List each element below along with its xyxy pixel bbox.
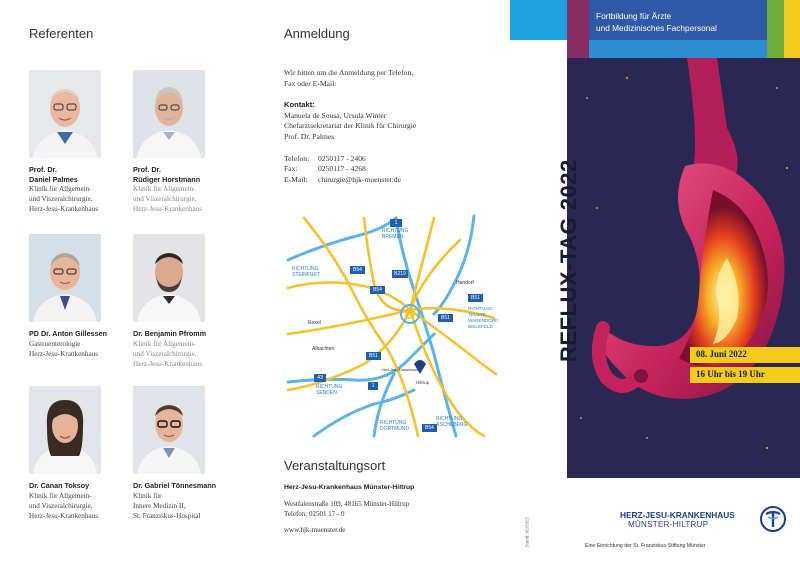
- telefon-value[interactable]: 0250117 - 2406: [318, 153, 366, 163]
- map-label-senden: RICHTUNG SENDEN: [316, 384, 343, 396]
- venue-phone: Telefon: 02501 17 - 0: [284, 510, 345, 519]
- venue-name: Herz-Jesu-Krankenhaus Münster-Hiltrup: [284, 484, 415, 491]
- telefon-label: Telefon:: [284, 153, 310, 163]
- road-badge-a43: 43: [314, 374, 326, 382]
- map-label-roxel: Roxel: [308, 320, 321, 326]
- speaker-card: [29, 386, 129, 521]
- kontakt-label: Kontakt:: [284, 100, 315, 110]
- map-label-dortmund: RICHTUNG DORTMUND: [380, 420, 410, 432]
- directions-map: [284, 214, 498, 438]
- speaker-affiliation: Gastroenterologie Herz-Jesu-Krankenhaus: [29, 339, 99, 358]
- speaker-name: Dr. Gabriel Tönnesmann: [133, 481, 217, 490]
- speaker-photo: [133, 386, 205, 474]
- speaker-card: [29, 234, 129, 359]
- veranstaltungsort-title: Veranstaltungsort: [284, 458, 386, 473]
- speaker-name: Prof. Dr. Daniel Palmes: [29, 165, 78, 184]
- email-link[interactable]: chirurgie@hjk-muenster.de: [318, 174, 401, 184]
- logo-line-1: HERZ-JESU-KRANKENHAUS: [620, 510, 735, 520]
- speaker-name: Prof. Dr. Rüdiger Horstmann: [133, 165, 201, 184]
- kontakt-line-3: Prof. Dr. Palmes: [284, 131, 335, 141]
- map-label-steinfurt: RICHTUNG STEINFURT: [292, 266, 320, 278]
- foundation-tagline: Eine Einrichtung der St. Franziskus-Stiftung Münster: [585, 543, 706, 549]
- map-label-albachten: Albachten: [312, 346, 335, 352]
- road-badge-b54: B54: [370, 286, 385, 294]
- anmeldung-title: Anmeldung: [284, 26, 350, 41]
- venue-website-link[interactable]: www.hjk-muenster.de: [284, 525, 346, 534]
- cover-artwork: [567, 58, 800, 478]
- map-label-hospital: Herz-Jesu-Krankenhaus: [382, 368, 419, 372]
- hospital-logo-icon: [760, 506, 786, 532]
- band-yellow: [784, 0, 800, 58]
- speaker-affiliation: Klinik für Allgemein- und Viszeralchirurgie, Herz-Jesu-Krankenhaus: [133, 339, 203, 368]
- speaker-card: [133, 70, 233, 214]
- veranstaltungsort-block: [284, 482, 504, 535]
- email-row: [284, 175, 504, 186]
- map-label-telgte: RICHTUNG TELGTE, WARENDORF, BIELEFELD: [468, 306, 499, 329]
- band-left-strip: [510, 0, 567, 58]
- speaker-card: [133, 234, 233, 369]
- venue-address: Westfalenstraße 109, 48165 Münster-Hiltrup: [284, 499, 410, 508]
- speaker-name: Dr. Canan Toksoy: [29, 481, 90, 490]
- email-label: E-Mail:: [284, 174, 308, 184]
- speaker-card: [133, 386, 233, 521]
- speaker-photo: [29, 70, 101, 158]
- map-label-hiltrup: Hiltrup: [416, 380, 430, 385]
- fax-value: 0250117 - 4268: [318, 164, 366, 174]
- print-stand: Stand: 05/2022: [524, 516, 530, 548]
- telefon-row: [284, 154, 504, 165]
- band-magenta: [567, 0, 589, 58]
- speaker-affiliation: Klinik für Innere Medizin II, St. Franziskus-Hospital: [133, 491, 201, 520]
- road-badge-a1: 1: [390, 219, 402, 227]
- kontakt-line-2: Chefarztsekretariat der Klinik für Chirurgie: [284, 121, 417, 131]
- speaker-photo: [29, 234, 101, 322]
- road-badge-b219: B219: [392, 270, 408, 278]
- referenten-title: Referenten: [29, 26, 94, 41]
- referenten-panel: [0, 0, 262, 565]
- event-time: 16 Uhr bis 19 Uhr: [690, 367, 800, 383]
- event-date: 08. Juni 2022: [690, 347, 800, 363]
- logo-line-2: MÜNSTER-HILTRUP: [628, 520, 709, 529]
- speaker-photo: [133, 234, 205, 322]
- speaker-card: [29, 70, 129, 214]
- event-title: REFLUX-TAG 2022: [556, 159, 581, 362]
- map-label-bremen: RICHTUNG BREMEN: [382, 228, 409, 240]
- band-lightblue: [589, 40, 767, 58]
- road-badge-b54: B54: [350, 266, 365, 274]
- speaker-name: Dr. Benjamin Pfromm: [133, 329, 207, 338]
- speaker-name: PD Dr. Anton Gillessen: [29, 329, 108, 338]
- band-line-1: Fortbildung für Ärzte: [596, 11, 672, 21]
- speaker-photo: [29, 386, 101, 474]
- speaker-affiliation: Klinik für Allgemein- und Viszeralchirurgie, Herz-Jesu-Krankenhaus: [29, 185, 99, 213]
- anmeldung-intro-1: Wir bitten um die Anmeldung per Telefon,: [284, 68, 414, 77]
- speaker-affiliation: Klinik für Allgemein- und Viszeralchirurgie, Herz-Jesu-Krankenhaus: [133, 185, 203, 213]
- road-badge-b51: B51: [468, 294, 483, 302]
- road-badge-b54: B54: [422, 424, 437, 432]
- speaker-affiliation: Klinik für Allgemein- und Viszeralchirurgie, Herz-Jesu-Krankenhaus: [29, 491, 99, 520]
- anmeldung-block: [284, 68, 504, 185]
- road-badge-b51: B51: [366, 352, 381, 360]
- anmeldung-intro-2: Fax oder E-Mail:: [284, 78, 337, 88]
- map-label-handorf: Handorf: [456, 280, 474, 286]
- road-badge-b51: B51: [438, 314, 453, 322]
- band-green: [767, 0, 784, 58]
- fax-row: [284, 164, 504, 175]
- band-line-2: und Medizinisches Fachpersonal: [596, 23, 717, 33]
- kontakt-line-1: Manuela de Sousa, Ursula Winter: [284, 110, 387, 120]
- speaker-photo: [133, 70, 205, 158]
- road-badge-a1: 1: [368, 382, 378, 390]
- map-label-ascheberg: RICHTUNG ASCHEBERG: [436, 416, 468, 428]
- fax-label: Fax:: [284, 164, 298, 174]
